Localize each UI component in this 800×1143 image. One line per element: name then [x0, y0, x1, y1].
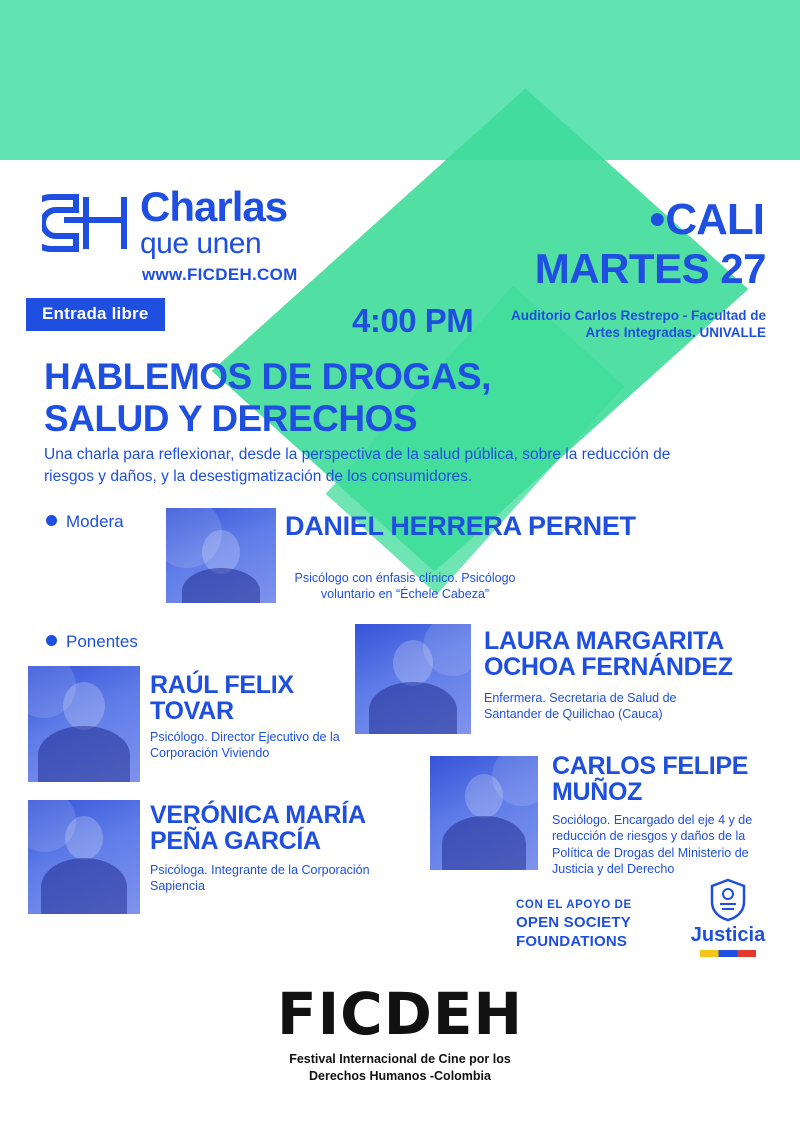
- moderator-label-text: Modera: [66, 512, 124, 531]
- speaker-description: Psicóloga. Integrante de la Corporación Sapiencia: [150, 863, 370, 894]
- shield-icon: [708, 878, 748, 922]
- moderator-name: DANIEL HERRERA PERNET: [285, 511, 636, 541]
- photo-face: [63, 682, 105, 730]
- bullet-icon: [46, 515, 57, 526]
- photo-body: [442, 816, 526, 870]
- speakers-label-text: Ponentes: [66, 632, 138, 651]
- event-city: [648, 195, 764, 244]
- moderator-photo: [166, 508, 276, 603]
- support-block: [516, 898, 632, 952]
- website-url[interactable]: www.FICDEH.COM: [142, 265, 298, 284]
- event-time: 4:00 PM: [352, 302, 474, 339]
- ch-logo-icon: [42, 192, 132, 254]
- brand-title-line1: Charlas: [140, 183, 288, 230]
- support-label: CON EL APOYO DE: [516, 899, 632, 911]
- ministry-name: Justicia: [690, 924, 766, 946]
- moderator-section-label: [46, 512, 124, 532]
- talk-description: Una charla para reflexionar, desde la perspectiva de la salud pública, sobre la reducción de riesgos y daños, y la desestigmatización de los consumidores.: [44, 446, 671, 486]
- photo-body: [41, 858, 127, 914]
- ficdeh-logo: FICDEH: [276, 980, 524, 1049]
- footer-tagline-line1: Festival Internacional de Cine por los: [289, 1052, 511, 1067]
- speaker-name: LAURA MARGARITA OCHOA FERNÁNDEZ: [484, 627, 733, 682]
- speaker-description: Sociólogo. Encargado del eje 4 y de reducción de riesgos y daños de la Política de Drogas del Ministerio de Justicia y del Derecho: [552, 813, 753, 876]
- speaker-name: RAÚL FELIX TOVAR: [150, 671, 294, 726]
- speaker-name: CARLOS FELIPE MUÑOZ: [552, 752, 749, 807]
- ministry-logo: [682, 878, 774, 957]
- speaker-description: Enfermera. Secretaria de Salud de Santander de Quilichao (Cauca): [484, 691, 677, 722]
- event-date: MARTES 27: [534, 245, 766, 292]
- speakers-section-label: [46, 632, 138, 652]
- support-org-line2: FOUNDATIONS: [516, 933, 628, 951]
- speaker-photo: [430, 756, 538, 870]
- photo-face: [393, 640, 433, 686]
- support-org-line1: OPEN SOCIETY: [516, 913, 631, 931]
- photo-body: [369, 682, 457, 734]
- moderator-description: Psicólogo con énfasis clínico. Psicólogo voluntario en “Échele Cabeza”: [294, 571, 516, 602]
- footer-logo-block: [0, 980, 800, 1085]
- bullet-icon: ●: [648, 202, 666, 235]
- event-venue: Auditorio Carlos Restrepo - Facultad de Artes Integradas. UNIVALLE: [510, 308, 766, 340]
- bullet-icon: [46, 635, 57, 646]
- footer-tagline-line2: Derechos Humanos -Colombia: [309, 1069, 491, 1084]
- brand-title-line2: que unen: [140, 227, 262, 260]
- footer-tagline: [0, 1051, 800, 1085]
- brand-title: [140, 183, 288, 260]
- photo-face: [65, 816, 103, 860]
- free-entry-badge: Entrada libre: [26, 298, 165, 331]
- photo-face: [465, 774, 503, 818]
- speaker-description: Psicólogo. Director Ejecutivo de la Corporación Viviendo: [150, 730, 340, 761]
- event-city-label: CALI: [665, 195, 764, 244]
- page-title: HABLEMOS DE DROGAS, SALUD Y DERECHOS: [44, 356, 491, 439]
- photo-body: [38, 726, 130, 782]
- colombia-flag-icon: [700, 950, 756, 957]
- speaker-photo: [28, 800, 140, 914]
- speaker-name: VERÓNICA MARÍA PEÑA GARCÍA: [150, 801, 365, 856]
- speaker-photo: [28, 666, 140, 782]
- speaker-photo: [355, 624, 471, 734]
- photo-body: [182, 568, 260, 603]
